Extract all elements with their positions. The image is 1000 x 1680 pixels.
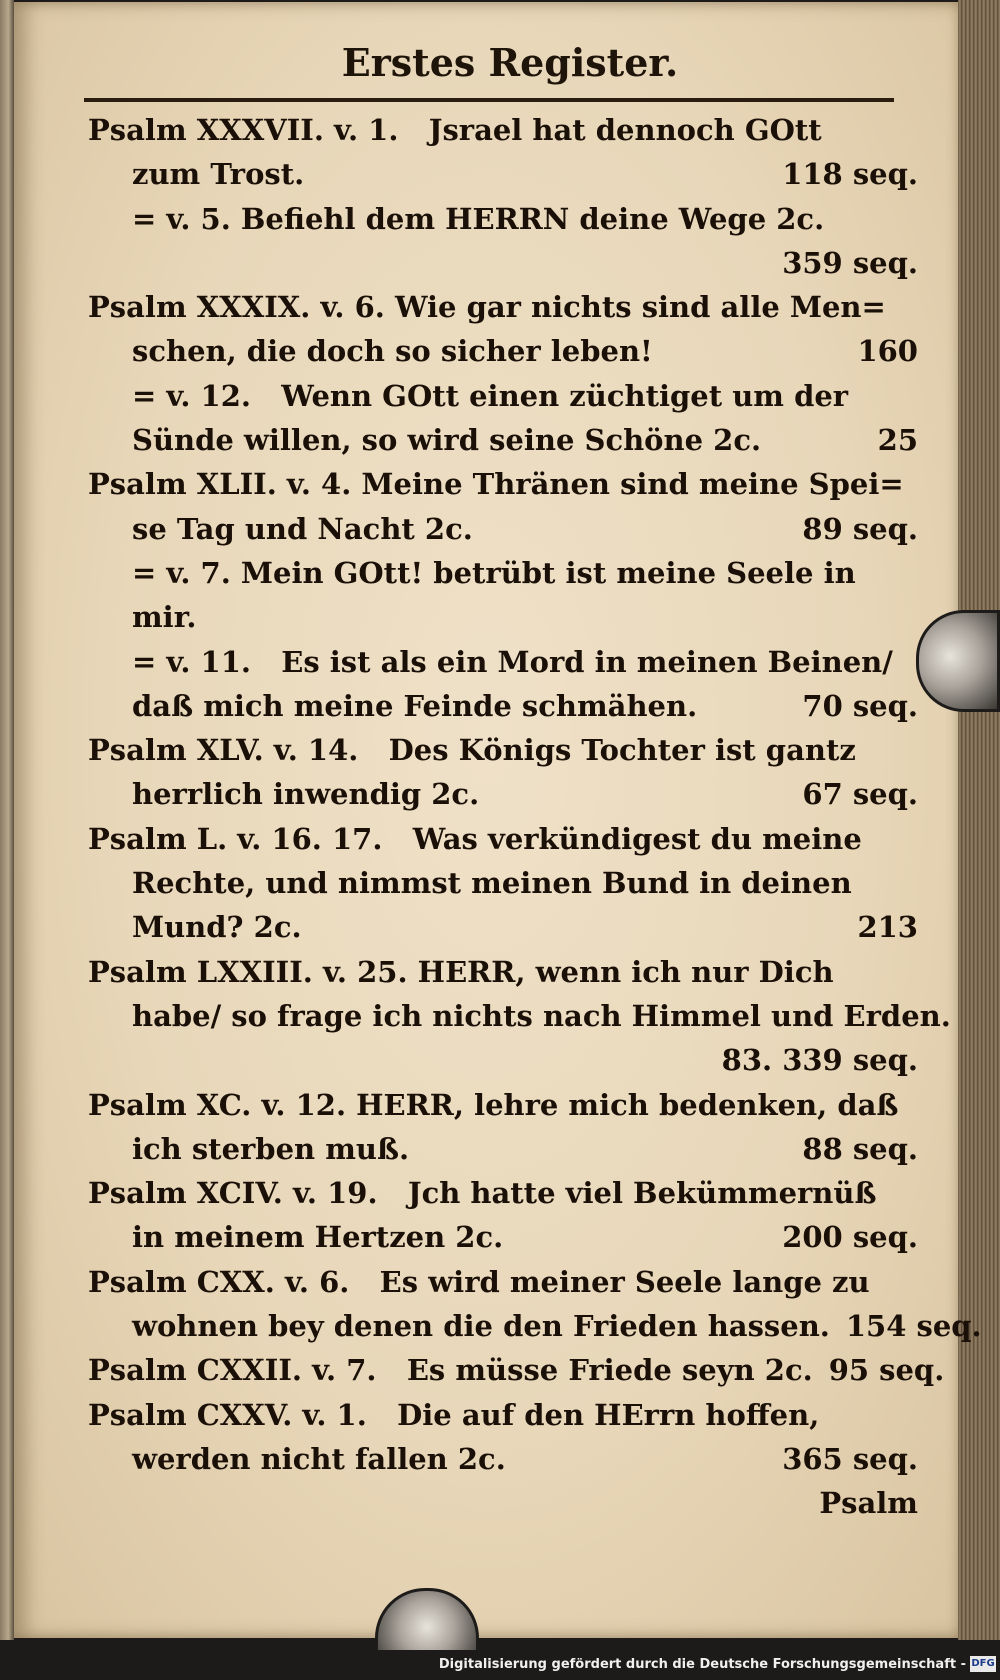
page-reference: 213 [857, 910, 918, 945]
entry-text: daß mich meine Feinde schmähen. [132, 688, 698, 723]
register-entry [88, 462, 918, 551]
entry-text: wohnen bey denen die den Frieden hassen. [132, 1309, 830, 1344]
entry-text: Psalm L. v. 16. 17. Was verkündigest du meine [88, 821, 862, 856]
entry-line [88, 241, 918, 285]
entry-text: = v. 7. Mein GOtt! betrübt ist meine Seele in [132, 555, 856, 590]
entry-text: herrlich inwendig 2c. [132, 777, 480, 812]
entry-line [88, 950, 918, 994]
page-reference [902, 285, 918, 329]
entry-line [88, 1127, 918, 1171]
entry-line [88, 507, 918, 551]
entry-line [88, 994, 951, 1038]
entry-line [88, 1437, 918, 1481]
entry-text: Psalm LXXIII. v. 25. HERR, wenn ich nur Dich [88, 954, 834, 989]
register-entry [88, 1393, 918, 1482]
entry-line [88, 418, 918, 462]
entry-line [88, 1348, 945, 1392]
entry-text: = v. 12. Wenn GOtt einen züchtiget um der [132, 378, 849, 413]
page-reference: 95 seq. [828, 1353, 945, 1388]
register-entry [88, 1083, 918, 1172]
entry-line [88, 152, 918, 196]
entry-text: = v. 11. Es ist als ein Mord in meinen Beinen/ [132, 644, 893, 679]
page-reference [902, 817, 918, 861]
entry-text: Mund? 2c. [132, 910, 302, 945]
entry-line [88, 462, 918, 506]
entry-line [88, 551, 918, 595]
entry-line [88, 1304, 982, 1348]
digitization-credit: Digitalisierung gefördert durch die Deutsche Forschungsgemeinschaft - [0, 1650, 1000, 1680]
register-entry [88, 108, 918, 197]
page-reference [902, 1083, 918, 1127]
entry-line [88, 329, 918, 373]
entry-line [88, 1171, 918, 1215]
entry-line [88, 374, 918, 418]
page-reference: 67 seq. [802, 777, 918, 812]
page-reference [902, 551, 918, 595]
register-entry [88, 374, 918, 463]
facing-page-edge [0, 0, 14, 1640]
book-clasp-right [916, 610, 1000, 712]
page-reference: 118 seq. [782, 157, 918, 192]
entry-text: Psalm CXXII. v. 7. Es müsse Friede seyn 2c. [88, 1353, 813, 1388]
entry-text: werden nicht fallen 2c. [132, 1441, 506, 1476]
entry-text: Psalm XLV. v. 14. Des Königs Tochter ist gantz [88, 733, 856, 768]
entry-line [88, 728, 918, 772]
page-reference [902, 640, 918, 684]
entry-line [88, 1083, 918, 1127]
entry-line [88, 772, 918, 816]
header-rule [84, 98, 894, 102]
entry-text: Psalm XXXVII. v. 1. Jsrael hat dennoch GOtt [88, 113, 822, 147]
entry-text: schen, die doch so sicher leben! [132, 334, 653, 369]
entry-text: = v. 5. Befiehl dem HERRN deine Wege 2c. [132, 201, 825, 236]
entry-text: mir. [132, 600, 197, 635]
entry-line [88, 817, 918, 861]
page-reference: 89 seq. [802, 511, 918, 546]
entry-line [88, 285, 918, 329]
entry-line [88, 108, 918, 152]
entry-text: ich sterben muß. [132, 1131, 410, 1166]
register-entry [88, 1260, 982, 1349]
entry-line [88, 684, 918, 728]
entry-text: habe/ so frage ich nichts nach Himmel und Erden. [132, 998, 951, 1033]
page-reference: 154 seq. [845, 1309, 982, 1344]
entry-line [88, 197, 918, 241]
page-block-edges [958, 0, 1000, 1640]
page-reference [902, 108, 918, 152]
page-reference: 359 seq. [782, 245, 918, 280]
entry-text: Psalm XLII. v. 4. Meine Thränen sind meine Spei= [88, 467, 904, 502]
register-entry [88, 640, 918, 729]
page-reference [902, 1171, 918, 1215]
entry-text: in meinem Hertzen 2c. [132, 1220, 504, 1255]
register-entry [88, 1171, 918, 1260]
register-entry [88, 950, 951, 1083]
page-reference [902, 374, 918, 418]
register-entry [88, 728, 918, 817]
entry-text: se Tag und Nacht 2c. [132, 511, 473, 546]
entry-text: Psalm XXXIX. v. 6. Wie gar nichts sind alle Men= [88, 290, 886, 325]
page-reference [902, 728, 918, 772]
page-reference [902, 861, 918, 905]
page-reference: 88 seq. [802, 1131, 918, 1166]
register-entry [88, 197, 918, 286]
page-header: Erstes Register. [341, 40, 679, 85]
catchword-text: Psalm [819, 1486, 918, 1521]
page-reference [951, 994, 967, 1038]
entry-text: zum Trost. [132, 157, 305, 192]
register-entry [88, 285, 918, 374]
register-entries [88, 108, 982, 1526]
page-reference [904, 462, 920, 506]
catchword [88, 1481, 918, 1525]
page-reference: 160 [857, 334, 918, 369]
register-entry [88, 551, 918, 640]
page-reference [902, 197, 918, 241]
entry-line [88, 861, 918, 905]
entry-line [88, 1038, 918, 1082]
page-reference [902, 1393, 918, 1437]
entry-text: Psalm XCIV. v. 19. Jch hatte viel Bekümmernüß [88, 1176, 877, 1211]
page-reference [902, 595, 918, 639]
entry-line [88, 640, 918, 684]
entry-text: Sünde willen, so wird seine Schöne 2c. [132, 423, 762, 458]
register-entry [88, 817, 918, 950]
dfg-logo: DFG [970, 1656, 996, 1672]
page-reference: 365 seq. [782, 1441, 918, 1476]
page-reference: 70 seq. [802, 688, 918, 723]
page-reference: 25 [877, 423, 918, 458]
page-reference [902, 1260, 918, 1304]
register-entry [88, 1348, 945, 1392]
page-reference [902, 950, 918, 994]
entry-text: Rechte, und nimmst meinen Bund in deinen [132, 866, 852, 901]
entry-text: Psalm XC. v. 12. HERR, lehre mich bedenken, daß [88, 1087, 899, 1122]
entry-text: Psalm CXX. v. 6. Es wird meiner Seele lange zu [88, 1264, 870, 1299]
entry-line [88, 905, 918, 949]
entry-line [88, 1260, 918, 1304]
entry-line [88, 1215, 918, 1259]
page-reference: 200 seq. [782, 1220, 918, 1255]
entry-line [88, 595, 918, 639]
entry-text: Psalm CXXV. v. 1. Die auf den HErrn hoffen, [88, 1397, 820, 1432]
entry-line [88, 1393, 918, 1437]
page-reference: 83. 339 seq. [721, 1043, 918, 1078]
